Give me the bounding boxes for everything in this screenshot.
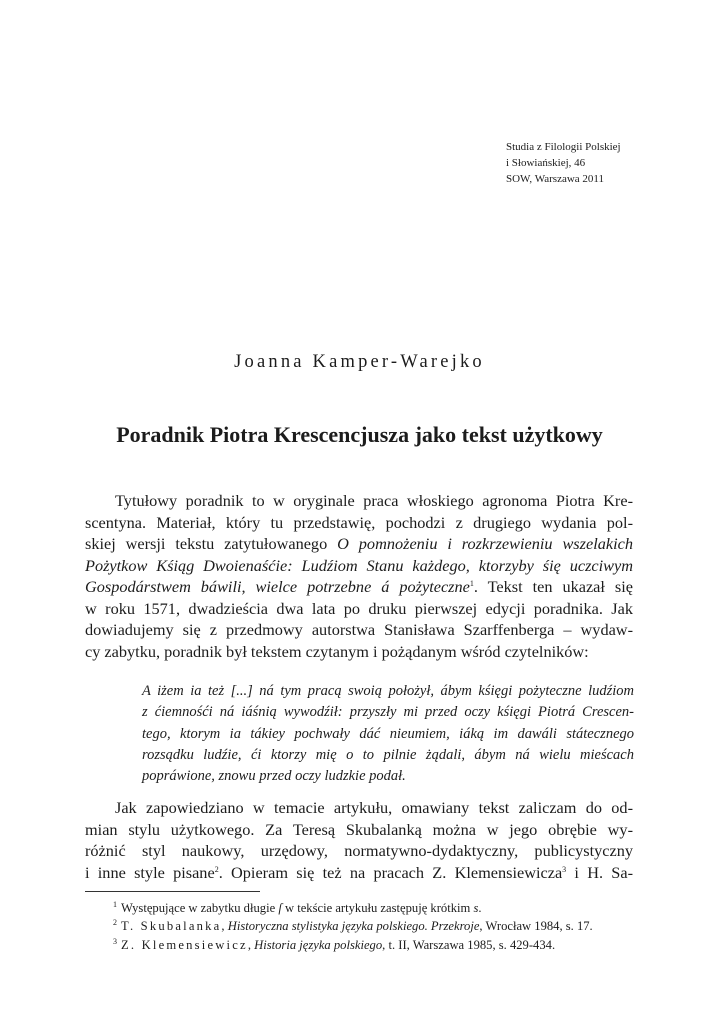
footnote-divider bbox=[85, 891, 260, 892]
text-line: mian stylu użytkowego. Za Teresą Skubalanką można w jego obrębie wy- bbox=[85, 819, 633, 839]
footnote-text: , bbox=[247, 937, 255, 952]
text-line: w roku 1571, dwadzieścia dwa lata po druku pierwszej edycji poradnika. Jak bbox=[85, 598, 633, 618]
footnote-ref[interactable]: 2 bbox=[214, 864, 219, 874]
footnote-text: , bbox=[221, 919, 228, 934]
text-run: i inne style pisane bbox=[85, 862, 215, 882]
quote-line: z ćiemnośći ná iáśnią wywodźił: przyszły mi przed oczy kśięgi Piotrá Crescen- bbox=[142, 704, 634, 721]
footnote-italic: Historia języka polskiego bbox=[254, 937, 383, 952]
text-line: Tytułowy poradnik to w oryginale praca włoskiego agronoma Piotra Kre- bbox=[115, 491, 633, 510]
footnote-author: Z. Klemensiewicz bbox=[121, 937, 248, 952]
text-run: . Opieram się też na pracach Z. Klemensiewicza bbox=[218, 862, 563, 882]
masthead-line: i Słowiańskiej, 46 bbox=[506, 157, 586, 169]
block-quote bbox=[142, 681, 634, 787]
text-line: cy zabytku, poradnik był tekstem czytanym i pożądanym wśród czytelników: bbox=[85, 641, 589, 661]
text-line bbox=[85, 576, 633, 598]
paragraph-2 bbox=[85, 797, 633, 883]
quote-line: tego, ktorym ia tákiey pochwały dáć nieumiem, iáką im dawáli státecznego bbox=[142, 725, 634, 742]
book-title-italic: O pomnożeniu i rozkrzewieniu wszelakich bbox=[337, 534, 633, 553]
footnote-1 bbox=[85, 899, 645, 917]
text-run: i H. Sa- bbox=[566, 862, 634, 882]
footnote-text: , t. II, Warszawa 1985, s. 429-434. bbox=[382, 937, 556, 952]
footnote-italic: Historyczna stylistyka języka polskiego. Przekroje bbox=[227, 919, 480, 934]
paragraph-1 bbox=[85, 490, 633, 662]
text-run: . Tekst ten ukazał się bbox=[473, 577, 633, 596]
text-line: scentyna. Materiał, który tu przedstawię, pochodzi z drugiego wydania pol- bbox=[85, 512, 633, 532]
footnote-number: 3 bbox=[113, 936, 117, 946]
footnote-italic: s bbox=[473, 901, 479, 915]
masthead-line: Studia z Filologii Polskiej bbox=[506, 141, 621, 153]
book-title-italic: Pożytkow Kśiąg Dwoienaśćie: Ludźiom Stanu każdego, ktorzyby śię uczciwym bbox=[85, 555, 633, 575]
footnote-ref[interactable]: 3 bbox=[562, 864, 567, 874]
footnote-number: 1 bbox=[113, 900, 117, 909]
footnote-italic: ſ bbox=[278, 901, 282, 915]
quote-line: popráwione, znowu przed oczy ludzkie podał. bbox=[142, 768, 406, 785]
text-line: dowiadujemy się z przedmowy autorstwa Stanisława Szarffenberga – wydaw- bbox=[85, 620, 633, 639]
footnotes bbox=[85, 899, 645, 954]
footnote-text: Występujące w zabytku długie bbox=[121, 901, 279, 915]
footnote-2 bbox=[85, 917, 645, 935]
footnote-author: T. Skubalanka bbox=[121, 919, 222, 934]
footnote-text: w tekście artykułu zastępuję krótkim bbox=[281, 901, 474, 915]
footnote-3 bbox=[85, 936, 645, 954]
book-title-italic: Gospodárstwem báwili, wielce potrzebne á pożyteczne bbox=[85, 577, 470, 596]
article-title: Poradnik Piotra Krescencjusza jako tekst użytkowy bbox=[116, 422, 603, 447]
text-run: skiej wersji tekstu zatytułowanego bbox=[85, 534, 338, 553]
text-line bbox=[85, 533, 633, 555]
quote-line: rozsądku ludźie, ći ktorzy mię o to pilnie żądali, ábym ná wielu mieścach bbox=[142, 746, 634, 763]
footnote-number: 2 bbox=[113, 918, 117, 928]
text-line: różnić styl naukowy, urzędowy, normatywno-dydaktyczny, publicystyczny bbox=[85, 841, 633, 860]
text-line: Jak zapowiedziano w temacie artykułu, omawiany tekst zaliczam do od- bbox=[115, 798, 633, 817]
quote-line: A iżem ia też [...] ná tym pracą swoią położył, ábym kśięgi pożyteczne ludźiom bbox=[142, 683, 634, 699]
author-name: Joanna Kamper-Warejko bbox=[234, 352, 485, 372]
text-line bbox=[85, 862, 633, 884]
footnote-ref[interactable]: 1 bbox=[469, 579, 474, 588]
footnote-text: , Wrocław 1984, s. 17. bbox=[479, 919, 593, 934]
footnote-text: . bbox=[478, 901, 482, 915]
journal-masthead bbox=[506, 139, 621, 187]
text-line bbox=[85, 555, 633, 577]
masthead-line: SOW, Warszawa 2011 bbox=[506, 173, 604, 185]
